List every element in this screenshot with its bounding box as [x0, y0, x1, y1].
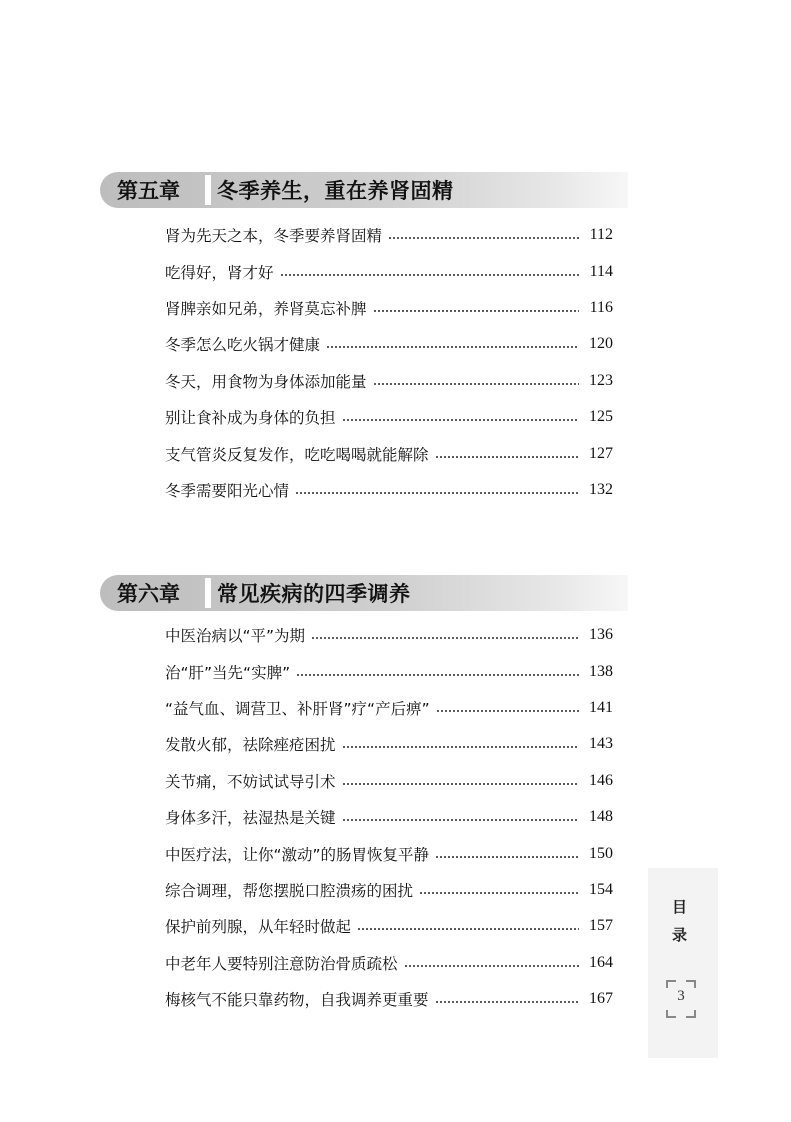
toc-entry-page: 116 — [589, 298, 613, 316]
toc-entry-page: 164 — [589, 953, 613, 971]
dot-leader — [373, 310, 579, 312]
dot-leader — [342, 819, 579, 821]
toc-entry-title: 冬天，用食物为身体添加能量 — [165, 372, 367, 391]
toc-entry-page: 157 — [589, 917, 613, 935]
dot-leader — [419, 892, 579, 894]
dot-leader — [373, 383, 579, 385]
chapter-6-header — [100, 575, 628, 611]
toc-entry[interactable] — [165, 399, 613, 435]
toc-entry-title: 吃得好，肾才好 — [165, 263, 274, 282]
side-tab-char-2: 录 — [672, 926, 688, 944]
toc-entry[interactable] — [165, 690, 613, 726]
dot-leader — [435, 456, 579, 458]
toc-entry[interactable] — [165, 363, 613, 399]
toc-entry-title: 中老年人要特别注意防治骨质疏松 — [165, 954, 398, 973]
dot-leader — [295, 492, 579, 494]
side-tab-char-1: 目 — [672, 898, 688, 916]
toc-entry-title: 发散火郁，祛除痤疮困扰 — [165, 736, 336, 755]
toc-entry[interactable] — [165, 290, 613, 326]
toc-entry[interactable] — [165, 726, 613, 762]
dot-leader — [436, 710, 579, 712]
toc-entry-title: 综合调理，帮您摆脱口腔溃疡的困扰 — [165, 881, 414, 900]
toc-entry[interactable] — [165, 981, 613, 1017]
toc-entry-page: 138 — [589, 662, 613, 680]
toc-entry-page: 146 — [589, 771, 613, 789]
toc-entry[interactable] — [165, 217, 613, 253]
dot-leader — [280, 274, 579, 276]
toc-entry[interactable] — [165, 435, 613, 471]
toc-entry-title: 冬季怎么吃火锅才健康 — [165, 336, 321, 355]
toc-entry-title: 冬季需要阳光心情 — [165, 481, 290, 500]
toc-entry-page: 120 — [589, 335, 613, 353]
toc-entry[interactable] — [165, 253, 613, 289]
dot-leader — [342, 783, 579, 785]
chapter-6-toc — [165, 617, 613, 1017]
dot-leader — [435, 856, 579, 858]
chapter-divider — [205, 578, 211, 608]
side-tab — [648, 868, 718, 1058]
page-bracket-top — [666, 980, 696, 986]
toc-entry[interactable] — [165, 763, 613, 799]
toc-entry-title: 肾为先天之本，冬季要养肾固精 — [165, 227, 383, 246]
toc-entry[interactable] — [165, 472, 613, 508]
chapter-divider — [205, 175, 211, 205]
toc-entry[interactable] — [165, 653, 613, 689]
toc-entry-page: 123 — [589, 371, 613, 389]
dot-leader — [311, 637, 579, 639]
toc-entry[interactable] — [165, 945, 613, 981]
toc-entry-page: 167 — [589, 990, 613, 1008]
toc-entry-title: 梅核气不能只靠药物，自我调养更重要 — [165, 991, 429, 1010]
page-bracket-bottom — [666, 1010, 696, 1016]
toc-entry-page: 154 — [589, 880, 613, 898]
toc-entry-page: 132 — [589, 480, 613, 498]
dot-leader — [326, 346, 579, 348]
toc-entry-title: “益气血、调营卫、补肝肾”疗“产后痹” — [165, 699, 430, 718]
dot-leader — [435, 1001, 579, 1003]
toc-entry-title: 肾脾亲如兄弟，养肾莫忘补脾 — [165, 299, 367, 318]
chapter-5-number: 第五章 — [117, 178, 180, 203]
toc-entry-title: 关节痛，不妨试试导引术 — [165, 772, 336, 791]
toc-entry-title: 别让食补成为身体的负担 — [165, 409, 336, 428]
toc-entry[interactable] — [165, 617, 613, 653]
page-number: 3 — [677, 988, 685, 1004]
toc-entry-title: 中医疗法，让你“激动”的肠胃恢复平静 — [165, 845, 430, 864]
chapter-5-title: 冬季养生，重在养肾固精 — [217, 178, 454, 203]
chapter-5-header — [100, 172, 628, 208]
dot-leader — [296, 674, 579, 676]
dot-leader — [342, 746, 579, 748]
toc-entry-title: 中医治病以“平”为期 — [165, 627, 306, 646]
toc-entry-title: 治“肝”当先“实脾” — [165, 663, 291, 682]
dot-leader — [388, 237, 579, 239]
toc-entry-page: 141 — [589, 698, 613, 716]
toc-entry-page: 143 — [589, 735, 613, 753]
toc-entry[interactable] — [165, 872, 613, 908]
chapter-6-title: 常见疾病的四季调养 — [217, 581, 411, 606]
toc-entry-page: 112 — [589, 226, 613, 244]
toc-entry-page: 127 — [589, 444, 613, 462]
toc-entry-page: 136 — [589, 626, 613, 644]
toc-entry-page: 125 — [589, 408, 613, 426]
toc-entry[interactable] — [165, 799, 613, 835]
toc-entry-page: 114 — [589, 262, 613, 280]
toc-entry-page: 150 — [589, 844, 613, 862]
dot-leader — [404, 965, 579, 967]
toc-entry[interactable] — [165, 835, 613, 871]
chapter-6-number: 第六章 — [117, 581, 180, 606]
toc-entry[interactable] — [165, 908, 613, 944]
toc-entry-title: 支气管炎反复发作，吃吃喝喝就能解除 — [165, 445, 429, 464]
toc-entry-page: 148 — [589, 808, 613, 826]
dot-leader — [357, 928, 579, 930]
dot-leader — [342, 419, 579, 421]
chapter-5-toc — [165, 217, 613, 508]
toc-entry-title: 身体多汗，祛湿热是关键 — [165, 809, 336, 828]
toc-entry[interactable] — [165, 326, 613, 362]
toc-entry-title: 保护前列腺，从年轻时做起 — [165, 918, 352, 937]
